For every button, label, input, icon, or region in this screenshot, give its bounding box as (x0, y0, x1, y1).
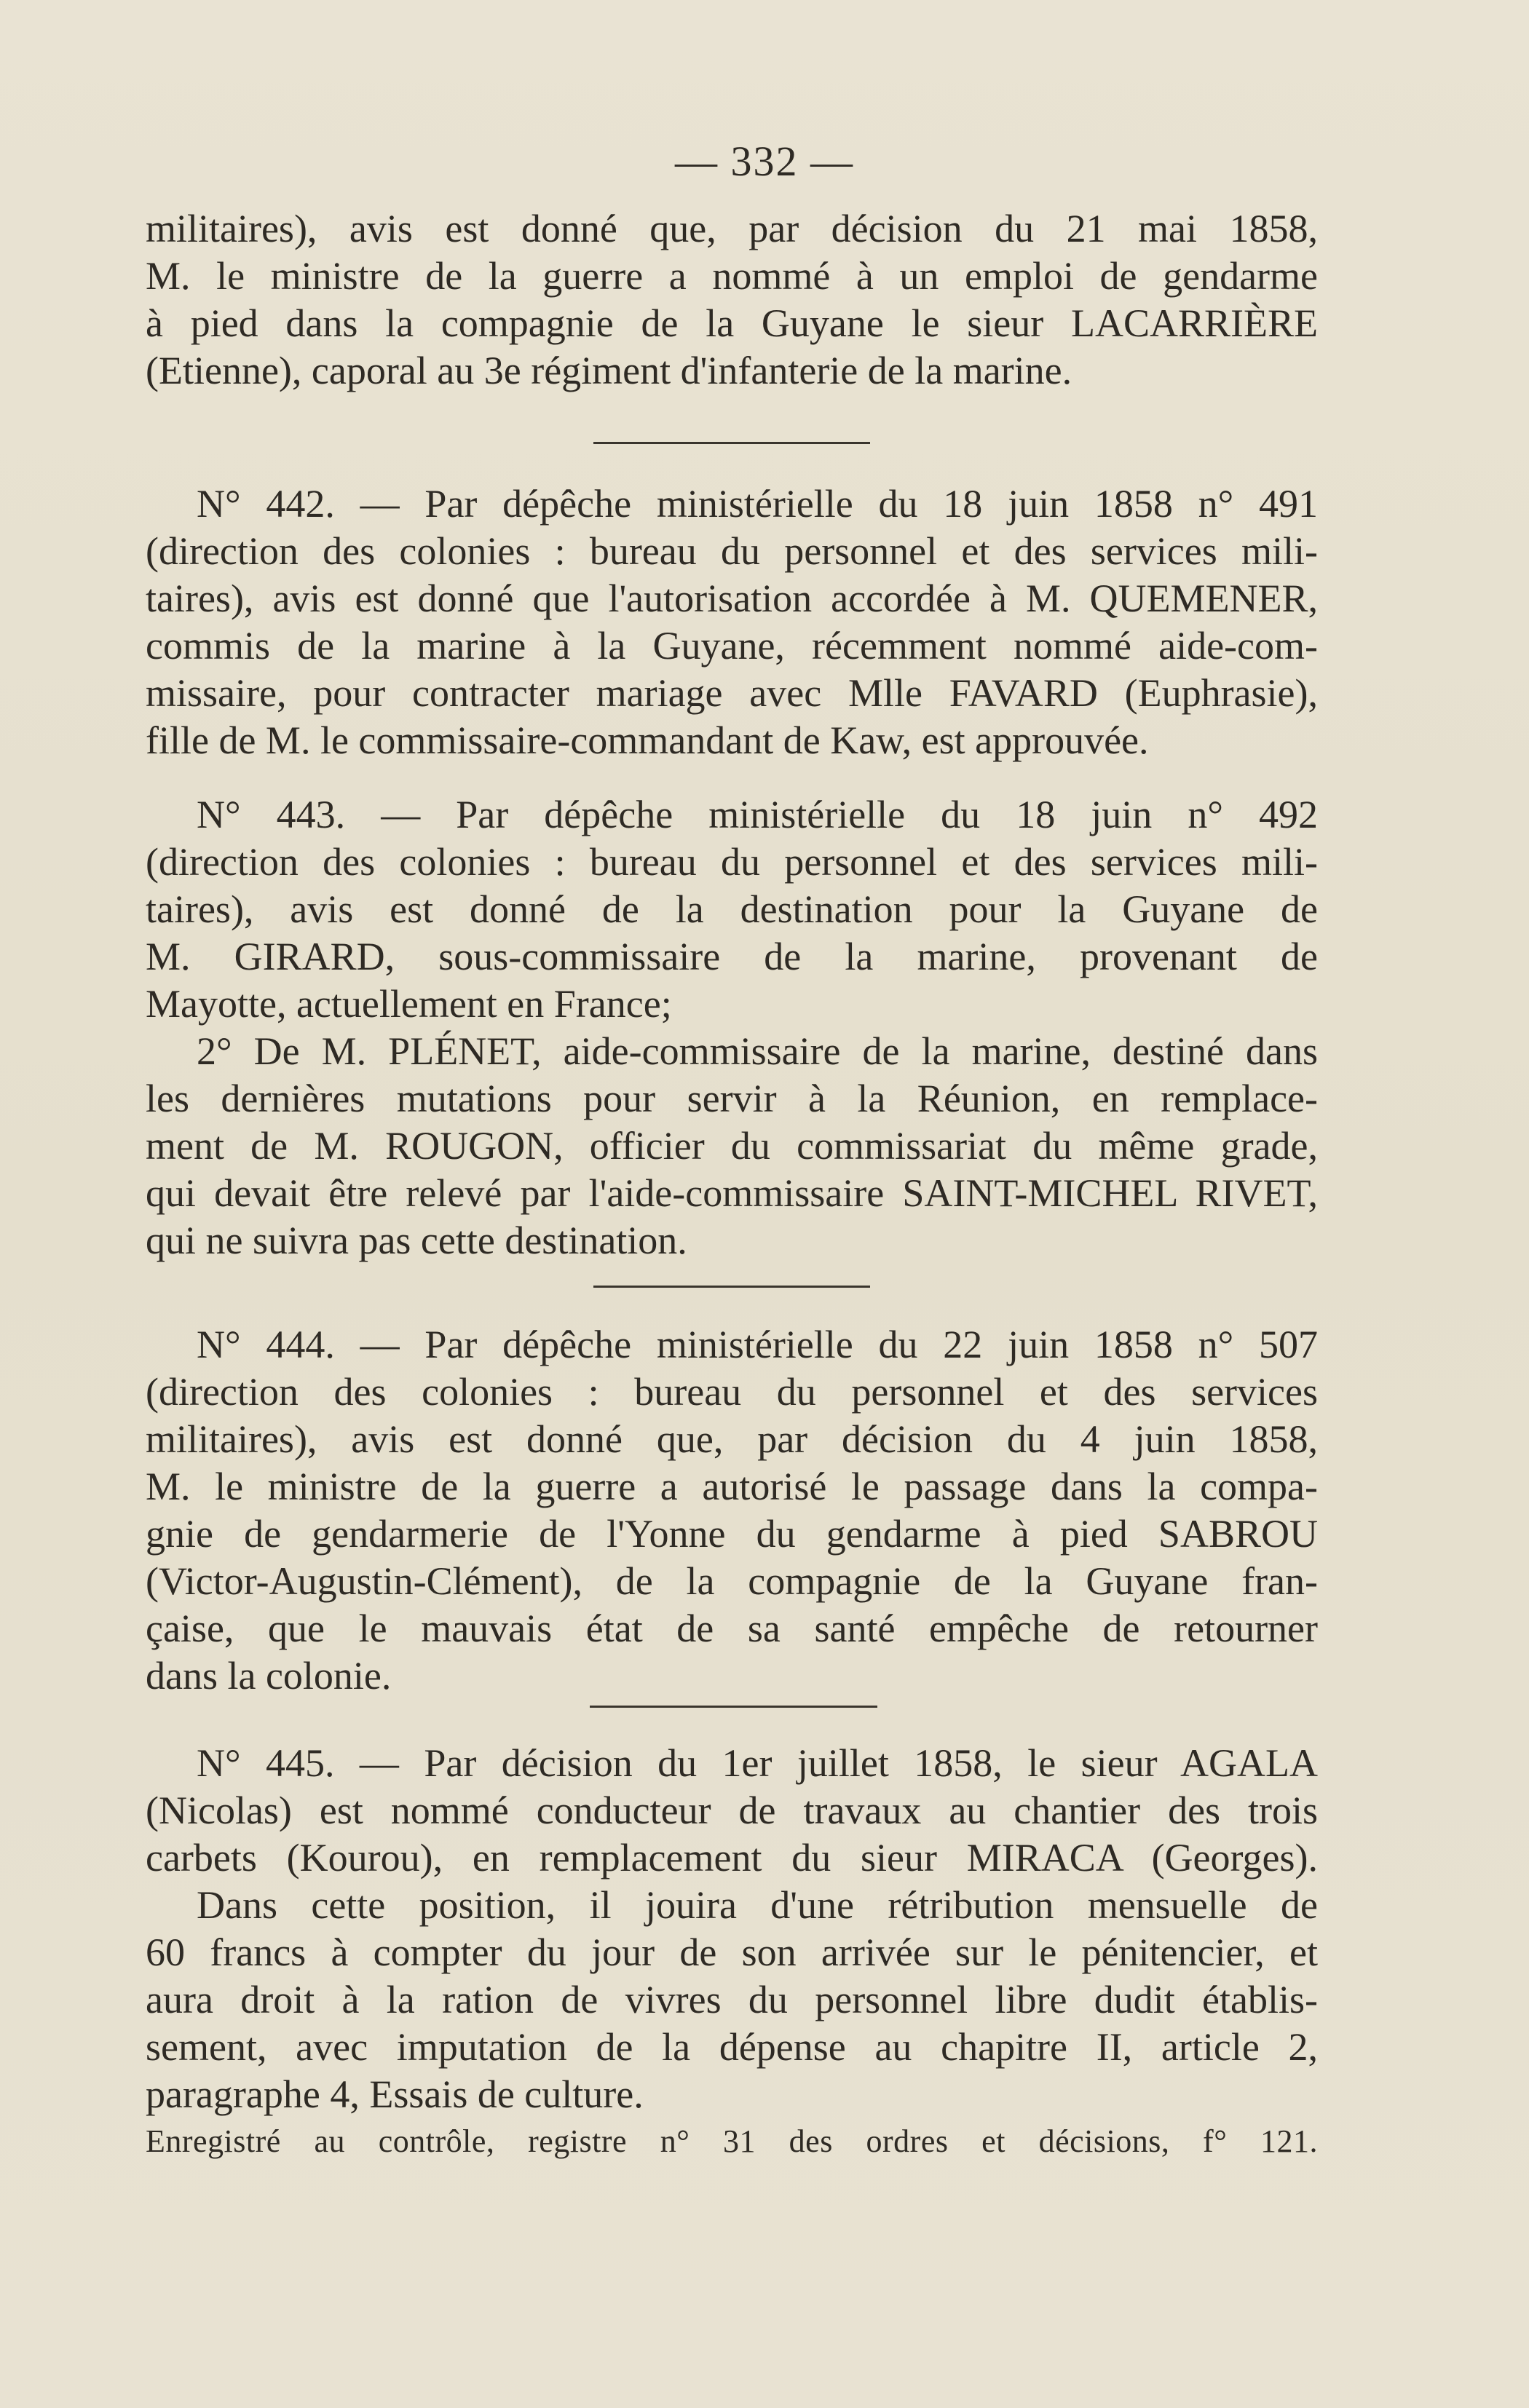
section-continuation (146, 205, 1318, 395)
text-line: militaires), avis est donné que, par décision du 4 juin 1858, (146, 1417, 1318, 1461)
text-line: qui devait être relevé par l'aide-commissaire SAINT-MICHEL RIVET, (146, 1171, 1318, 1215)
text-line: M. GIRARD, sous-commissaire de la marine, provenant de (146, 935, 1318, 978)
text-line: N° 444. — Par dépêche ministérielle du 22 juin 1858 n° 507 (197, 1323, 1318, 1366)
text-line: 60 francs à compter du jour de son arrivée sur le pénitencier, et (146, 1930, 1318, 1974)
text-line: gnie de gendarmerie de l'Yonne du gendarme à pied SABROU (146, 1512, 1318, 1556)
text-line: Mayotte, actuellement en France; (146, 982, 672, 1026)
separator-rule (590, 1706, 877, 1708)
registration-note: Enregistré au contrôle, registre n° 31 des ordres et décisions, f° 121. (146, 2123, 1318, 2159)
text-line: commis de la marine à la Guyane, récemment nommé aide-com- (146, 624, 1318, 668)
text-line: militaires), avis est donné que, par décision du 21 mai 1858, (146, 207, 1318, 250)
text-line: N° 442. — Par dépêche ministérielle du 18 juin 1858 n° 491 (197, 482, 1318, 526)
text-line: 2° De M. PLÉNET, aide-commissaire de la marine, destiné dans (197, 1029, 1318, 1073)
entry-444 (146, 1321, 1318, 1700)
text-line: N° 443. — Par dépêche ministérielle du 18 juin n° 492 (197, 793, 1318, 836)
text-line: carbets (Kourou), en remplacement du sieur MIRACA (Georges). (146, 1836, 1318, 1880)
text-line: dans la colonie. (146, 1654, 392, 1698)
text-line: paragraphe 4, Essais de culture. (146, 2072, 644, 2116)
text-line: çaise, que le mauvais état de sa santé empêche de retourner (146, 1607, 1318, 1650)
text-line: Dans cette position, il jouira d'une rétribution mensuelle de (197, 1883, 1318, 1927)
entry-445 (146, 1740, 1318, 2165)
text-line: M. le ministre de la guerre a autorisé le passage dans la compa- (146, 1465, 1318, 1508)
text-line: ment de M. ROUGON, officier du commissariat du même grade, (146, 1124, 1318, 1168)
entry-442 (146, 480, 1318, 764)
text-line: (Etienne), caporal au 3e régiment d'infanterie de la marine. (146, 349, 1072, 392)
text-line: (direction des colonies : bureau du personnel et des services mili- (146, 840, 1318, 884)
text-line: (Victor-Augustin-Clément), de la compagnie de la Guyane fran- (146, 1559, 1318, 1603)
separator-rule (593, 1286, 870, 1288)
text-line: (direction des colonies : bureau du personnel et des services (146, 1370, 1318, 1414)
text-line: taires), avis est donné que l'autorisation accordée à M. QUEMENER, (146, 577, 1318, 620)
page-number: — 332 — (675, 138, 854, 185)
text-line: (Nicolas) est nommé conducteur de travaux au chantier des trois (146, 1789, 1318, 1832)
text-line: qui ne suivra pas cette destination. (146, 1219, 687, 1262)
text-line: taires), avis est donné de la destination pour la Guyane de (146, 887, 1318, 931)
text-line: N° 445. — Par décision du 1er juillet 1858, le sieur AGALA (197, 1741, 1318, 1785)
text-line: fille de M. le commissaire-commandant de Kaw, est approuvée. (146, 718, 1149, 762)
text-line: (direction des colonies : bureau du personnel et des services mili- (146, 529, 1318, 573)
separator-rule (593, 442, 870, 444)
text-line: aura droit à la ration de vivres du personnel libre dudit établis- (146, 1978, 1318, 2021)
text-line: à pied dans la compagnie de la Guyane le sieur LACARRIÈRE (146, 301, 1318, 345)
text-line: sement, avec imputation de la dépense au chapitre II, article 2, (146, 2025, 1318, 2069)
text-line: les dernières mutations pour servir à la Réunion, en remplace- (146, 1077, 1318, 1120)
text-line: missaire, pour contracter mariage avec Mlle FAVARD (Euphrasie), (146, 671, 1318, 715)
entry-443 (146, 791, 1318, 1264)
text-line: M. le ministre de la guerre a nommé à un emploi de gendarme (146, 254, 1318, 298)
